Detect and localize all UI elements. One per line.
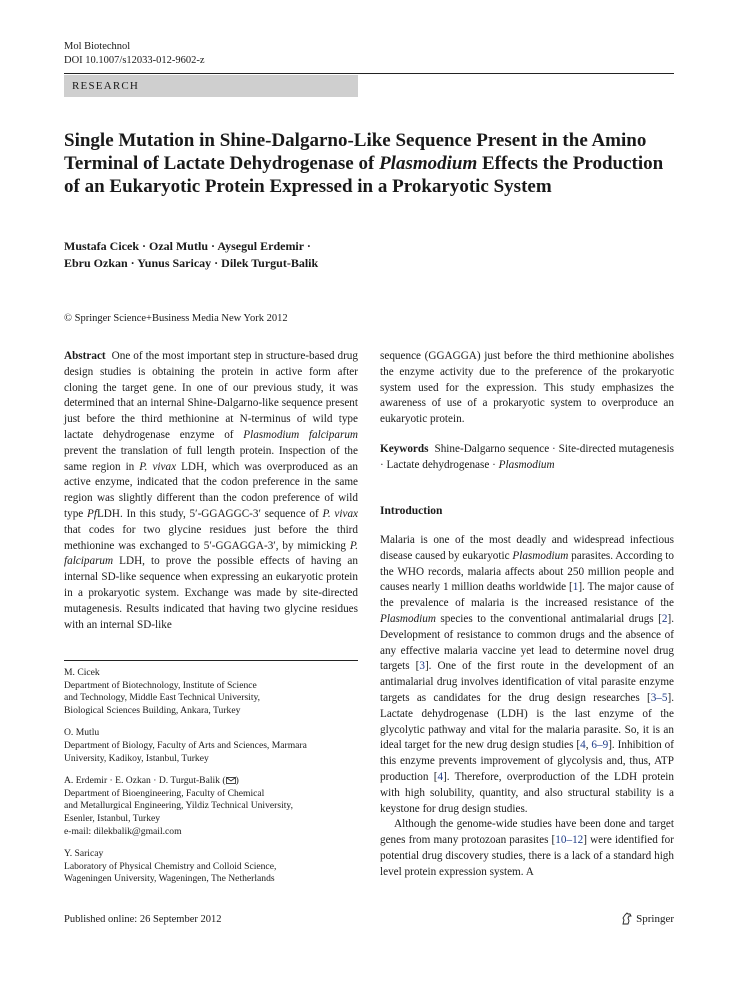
- abstract-text-continued: sequence (GGAGGA) just before the third methionine abolishes the enzyme activity due to the preference of the prokaryotic system used for the expression. This study emphasizes the awareness of use of a prokaryotic system to overproduce an eukaryotic protein.: [380, 350, 674, 426]
- affiliation-entry: Y. Saricay Laboratory of Physical Chemistry and Colloid Science, Wageningen University, Wageningen, The Netherlands: [64, 848, 277, 885]
- keywords-text: Keywords Shine-Dalgarno sequence · Site-directed mutagenesis · Lactate dehydrogenase · Plasmodium: [380, 443, 674, 471]
- author-list: [64, 238, 674, 272]
- abstract-block: [64, 349, 358, 633]
- author-email[interactable]: e-mail: dilekbalik@gmail.com: [64, 825, 182, 837]
- envelope-icon: [226, 777, 236, 784]
- copyright-line: © Springer Science+Business Media New York 2012: [64, 313, 288, 324]
- citation-link[interactable]: 1: [572, 581, 579, 594]
- authors-line-1: Mustafa Cicek · Ozal Mutlu · Aysegul Erdemir ·: [64, 239, 311, 253]
- citation-link[interactable]: 10–12: [555, 834, 584, 847]
- abstract-heading: Abstract: [64, 350, 106, 362]
- citation-link[interactable]: 4: [580, 739, 586, 752]
- intro-paragraph-2: Although the genome-wide studies have been done and target genes from many protozoan parasites [10–12] were identified for potential drug discovery studies, there is a lack of a standard high level protein expression system. A: [380, 818, 674, 878]
- intro-paragraph-1: Malaria is one of the most deadly and widespread infectious disease caused by eukaryotic Plasmodium parasites. According to the WHO records, malaria affects about 250 million people and causes nearly 1 million deaths worldwide [1]. The major cause of the prevalence of malaria is the increased resistance of the Plasmodium species to the conventional antimalarial drugs [2]. Development of resistance to common drugs and the absence of any effective malaria vaccine yet lead to determine novel drug targets [3]. One of the first route in the development of an antimalarial drug involves identification of vital parasite enzyme targets as candidates for the drug design researches [3–5]. Lactate dehydrogenase (LDH) is the last enzyme of the glycolytic pathway and vital for the malaria parasite. So, it is an ideal target for the new drug design studies [4, 6–9]. Inhibition of this enzyme prevents improvement of glycolysis and, thus, ATP production [4]. Therefore, overproduction of the LDH protein with high solubility, quantity, and also structural stability is a keystone for drug design studies.: [380, 534, 674, 815]
- abstract-continued: [380, 349, 674, 428]
- header-rule: [64, 73, 674, 74]
- affiliation-entry: M. Cicek Department of Biotechnology, Institute of Science and Technology, Middle East Technical University, Biological Sciences Building, Ankara, Turkey: [64, 667, 261, 716]
- publisher-logo: [621, 912, 674, 925]
- affiliations: [64, 667, 358, 896]
- journal-header: [64, 40, 205, 68]
- authors-line-2: Ebru Ozkan · Yunus Saricay · Dilek Turgut-Balik: [64, 256, 319, 270]
- published-date: Published online: 26 September 2012: [64, 914, 222, 925]
- doi-link[interactable]: DOI 10.1007/s12033-012-9602-z: [64, 55, 205, 66]
- abstract-text: Abstract One of the most important step in structure-based drug design studies is obtaining the protein in active form after cloning the target gene. In one of our previous study, it was determined that an internal Shine-Dalgarno-like sequence present just before the third methionine at N-terminus of wild type lactate dehydrogenase enzyme of Plasmodium falciparum prevent the translation of full length protein. Inspection of the same region in P. vivax LDH, which was overproduced as an active enzyme, indicated that the codon preference in the same region was slightly different than the codon preference of wild type PfLDH. In this study, 5′-GGAGGC-3′ sequence of P. vivax that codes for two glycine residues just before the third methionine was exchanged to 5′-GGAGGA-3′, by mimicking P. falciparum LDH, to prove the possible effects of having an internal SD-like sequence when expressing an eukaryotic protein in a prokaryotic system. Exchange was made by site-directed mutagenesis. Results indicated that having two glycine residues with an internal SD-like: [64, 350, 358, 631]
- publisher-name: Springer: [636, 912, 674, 925]
- introduction-body: [380, 533, 674, 881]
- keywords-heading: Keywords: [380, 443, 429, 455]
- affiliation-entry: A. Erdemir · E. Ozkan · D. Turgut-Balik ( ) Department of Bioengineering, Faculty of Chemical and Metallurgical Engineering, Yildiz Technical University, Esenler, Istanbul, Turkey e-mail: dilekbalik@gmail.com: [64, 775, 358, 838]
- springer-horse-icon: [621, 912, 633, 925]
- citation-link[interactable]: 4: [437, 770, 444, 783]
- citation-link[interactable]: 6–9: [591, 739, 609, 752]
- article-title: Single Mutation in Shine-Dalgarno-Like Sequence Present in the Amino Terminal of Lactate Dehydrogenase of Plasmodium Effects the Production of an Eukaryotic Protein Expressed in a Prokaryotic System: [64, 130, 664, 197]
- keywords-block: [380, 442, 674, 474]
- section-label: RESEARCH: [64, 75, 358, 97]
- citation-link[interactable]: 3–5: [650, 691, 668, 704]
- citation-link[interactable]: 3: [419, 660, 425, 673]
- affiliation-entry: O. Mutlu Department of Biology, Faculty of Arts and Sciences, Marmara University, Kadikoy, Istanbul, Turkey: [64, 727, 307, 764]
- journal-name: Mol Biotechnol: [64, 41, 131, 52]
- citation-link[interactable]: 2: [661, 612, 668, 625]
- affiliation-rule: [64, 660, 358, 661]
- introduction-heading: Introduction: [380, 505, 443, 517]
